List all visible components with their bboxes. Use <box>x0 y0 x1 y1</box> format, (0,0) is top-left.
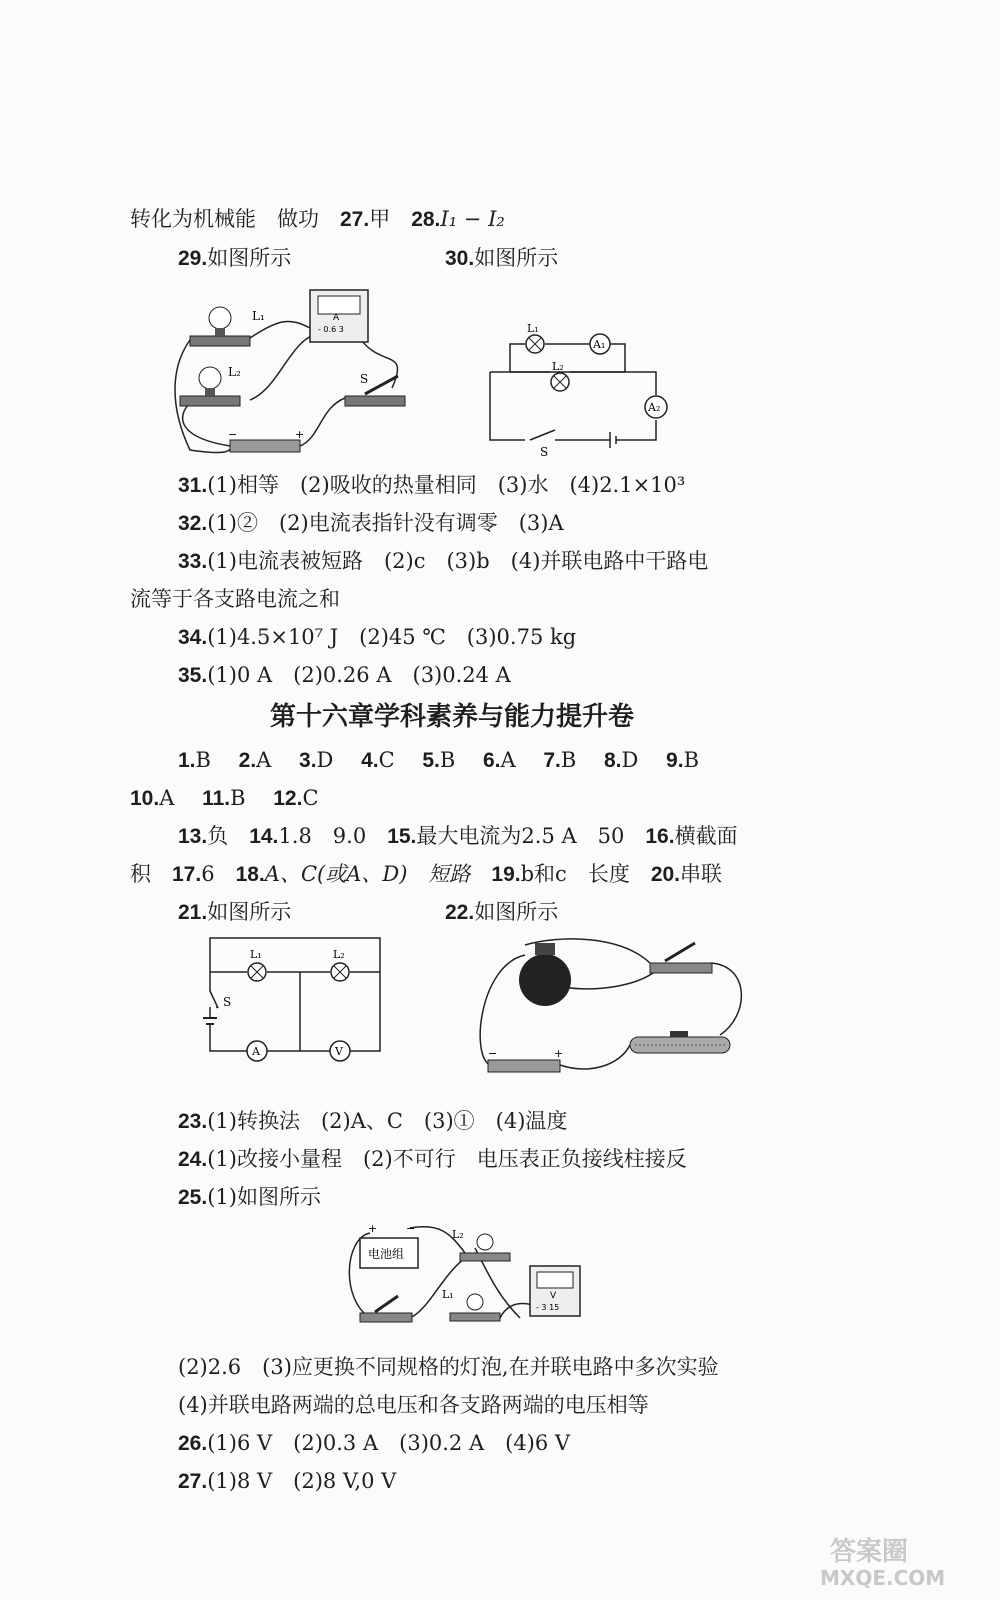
mc-answers-row1: 1.B 2.A 3.D 4.C 5.B 6.A 7.B 8.D 9.B <box>178 748 699 772</box>
answer-27: 27.(1)8 V (2)8 V,0 V <box>178 1469 397 1493</box>
answer-30: 30.如图所示 <box>445 246 559 270</box>
answer-26: 26.(1)6 V (2)0.3 A (3)0.2 A (4)6 V <box>178 1431 571 1455</box>
answer-22: 22.如图所示 <box>445 900 559 924</box>
answer-29: 29.如图所示 <box>178 246 292 270</box>
chapter-title: 第十六章学科素养与能力提升卷 <box>270 702 635 732</box>
answers-13-16: 13.负 14.1.8 9.0 15.最大电流为2.5 A 50 16.横截面 <box>178 824 738 848</box>
svg-text:电池组: 电池组 <box>368 1247 405 1261</box>
svg-text:V: V <box>335 1045 343 1058</box>
svg-text:S: S <box>540 445 549 459</box>
circuit-diagram-22 <box>470 925 755 1085</box>
svg-text:−: − <box>406 1222 416 1235</box>
answer-25-4: (4)并联电路两端的总电压和各支路两端的电压相等 <box>178 1393 649 1417</box>
svg-text:+: + <box>295 428 305 441</box>
svg-text:A₂: A₂ <box>648 401 661 414</box>
svg-text:S: S <box>223 995 232 1009</box>
answer-33-cont: 流等于各支路电流之和 <box>130 587 340 611</box>
svg-text:L₁: L₁ <box>252 309 265 323</box>
svg-text:L₂: L₂ <box>552 360 564 373</box>
svg-text:V: V <box>550 1291 557 1301</box>
answer-33: 33.(1)电流表被短路 (2)c (3)b (4)并联电路中干路电 <box>178 549 709 573</box>
answer-23: 23.(1)转换法 (2)A、C (3)① (4)温度 <box>178 1109 568 1133</box>
svg-text:A: A <box>333 313 340 323</box>
answer-line-26-tail: 转化为机械能 做功 27.甲 28.I₁ − I₂ <box>130 207 505 231</box>
answer-32: 32.(1)② (2)电流表指针没有调零 (3)A <box>178 511 564 535</box>
svg-text:L₁: L₁ <box>527 322 539 335</box>
answer-34: 34.(1)4.5×10⁷ J (2)45 ℃ (3)0.75 kg <box>178 625 577 649</box>
svg-text:−: − <box>488 1047 498 1060</box>
svg-text:L₁: L₁ <box>442 1288 454 1301</box>
svg-text:+: + <box>554 1047 564 1060</box>
circuit-diagram-30 <box>480 320 680 460</box>
svg-text:−: − <box>228 428 238 441</box>
svg-text:L₂: L₂ <box>452 1228 464 1241</box>
watermark-logo <box>810 1530 980 1590</box>
svg-text:A: A <box>252 1045 260 1058</box>
svg-text:A₁: A₁ <box>593 338 606 351</box>
answer-25: 25.(1)如图所示 <box>178 1185 321 1209</box>
svg-text:L₂: L₂ <box>333 948 345 961</box>
svg-text:+: + <box>368 1222 378 1235</box>
svg-text:答案圈: 答案圈 <box>830 1537 909 1567</box>
answer-31: 31.(1)相等 (2)吸收的热量相同 (3)水 (4)2.1×10³ <box>178 473 686 497</box>
circuit-diagram-25 <box>340 1218 590 1333</box>
svg-text:- 3 15: - 3 15 <box>536 1303 560 1312</box>
svg-text:MXQE.COM: MXQE.COM <box>820 1566 946 1590</box>
svg-text:L₂: L₂ <box>228 365 241 379</box>
circuit-diagram-21 <box>195 930 395 1065</box>
svg-text:L₁: L₁ <box>250 948 262 961</box>
circuit-diagram-29 <box>170 278 440 458</box>
mc-answers-row2: 10.A 11.B 12.C <box>130 786 319 810</box>
svg-text:- 0.6 3: - 0.6 3 <box>318 325 344 334</box>
answer-24: 24.(1)改接小量程 (2)不可行 电压表正负接线柱接反 <box>178 1147 687 1171</box>
answer-25-2-3: (2)2.6 (3)应更换不同规格的灯泡,在并联电路中多次实验 <box>178 1355 719 1379</box>
answers-16-20: 积 17.6 18.A、C(或A、D) 短路 19.b和c 长度 20.串联 <box>130 862 723 886</box>
svg-text:S: S <box>360 372 369 386</box>
answer-35: 35.(1)0 A (2)0.26 A (3)0.24 A <box>178 663 511 687</box>
answer-21: 21.如图所示 <box>178 900 292 924</box>
